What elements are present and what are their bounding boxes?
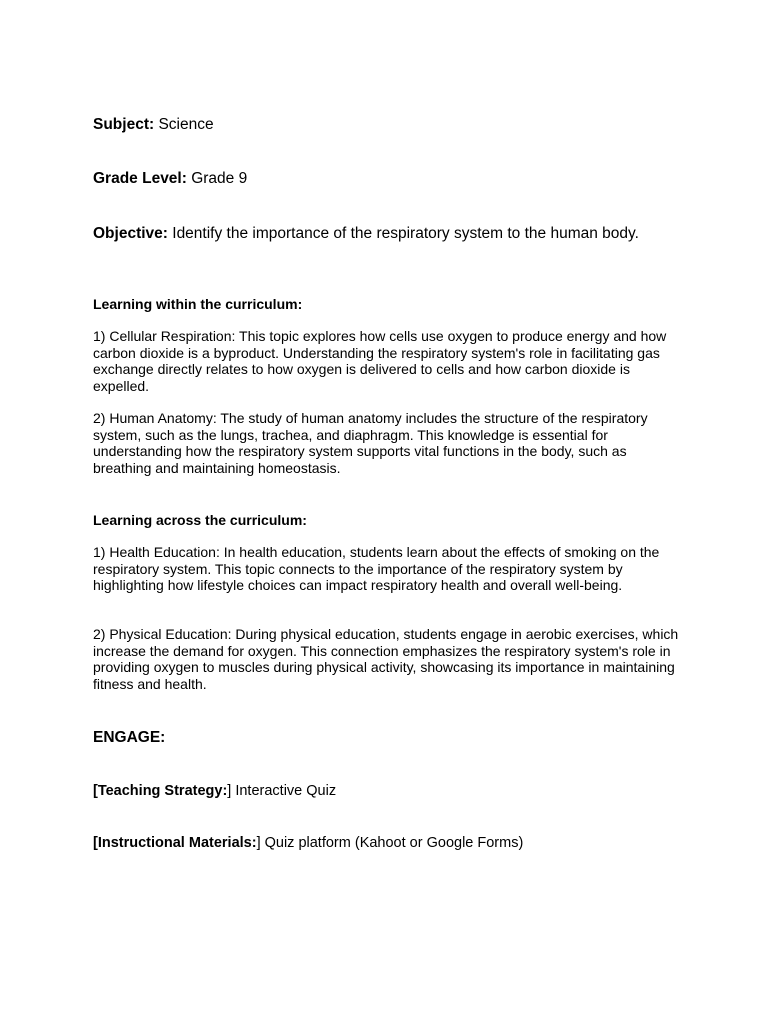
instructional-materials-line — [93, 835, 683, 852]
within-curriculum-heading: Learning within the curriculum: — [93, 296, 303, 312]
teaching-strategy-line — [93, 783, 683, 800]
objective-line — [93, 225, 683, 243]
objective-value: Identify the importance of the respiratory system to the human body. — [167, 225, 639, 242]
instructional-materials-value: ] Quiz platform (Kahoot or Google Forms) — [256, 835, 524, 851]
grade-level-line — [93, 170, 683, 188]
across-curriculum-item-2: 2) Physical Education: During physical education, students engage in aerobic exercises, which increase the demand for oxygen. This connection emphasizes the respiratory system's role in providing oxygen to muscles during physical activity, showcasing its importance in maintaining fitness and health. — [93, 626, 679, 692]
instructional-materials-label: [Instructional Materials: — [93, 835, 257, 851]
subject-label: Subject: — [93, 116, 155, 133]
subject-value: Science — [154, 116, 214, 133]
teaching-strategy-label: [Teaching Strategy: — [93, 783, 228, 799]
within-curriculum-item-2: 2) Human Anatomy: The study of human anatomy includes the structure of the respiratory system, such as the lungs, trachea, and diaphragm. This knowledge is essential for understanding how the respiratory system supports vital functions in the body, such as breathing and maintaining homeostasis. — [93, 410, 648, 476]
within-curriculum-item-1: 1) Cellular Respiration: This topic explores how cells use oxygen to produce energy and how carbon dioxide is a byproduct. Understanding the respiratory system's role in facilitating gas exchange directly relates to how oxygen is delivered to cells and how carbon dioxide is expelled. — [93, 328, 667, 394]
grade-level-value: Grade 9 — [186, 170, 248, 187]
grade-level-label: Grade Level: — [93, 170, 187, 187]
objective-label: Objective: — [93, 225, 168, 242]
subject-line — [93, 116, 683, 134]
teaching-strategy-value: ] Interactive Quiz — [227, 783, 337, 799]
across-curriculum-heading: Learning across the curriculum: — [93, 512, 307, 528]
engage-heading: ENGAGE: — [93, 729, 166, 746]
across-curriculum-item-1: 1) Health Education: In health education, students learn about the effects of smoking on the respiratory system. This topic connects to the importance of the respiratory system by highlighting how lifestyle choices can impact respiratory health and overall well-being. — [93, 544, 660, 594]
